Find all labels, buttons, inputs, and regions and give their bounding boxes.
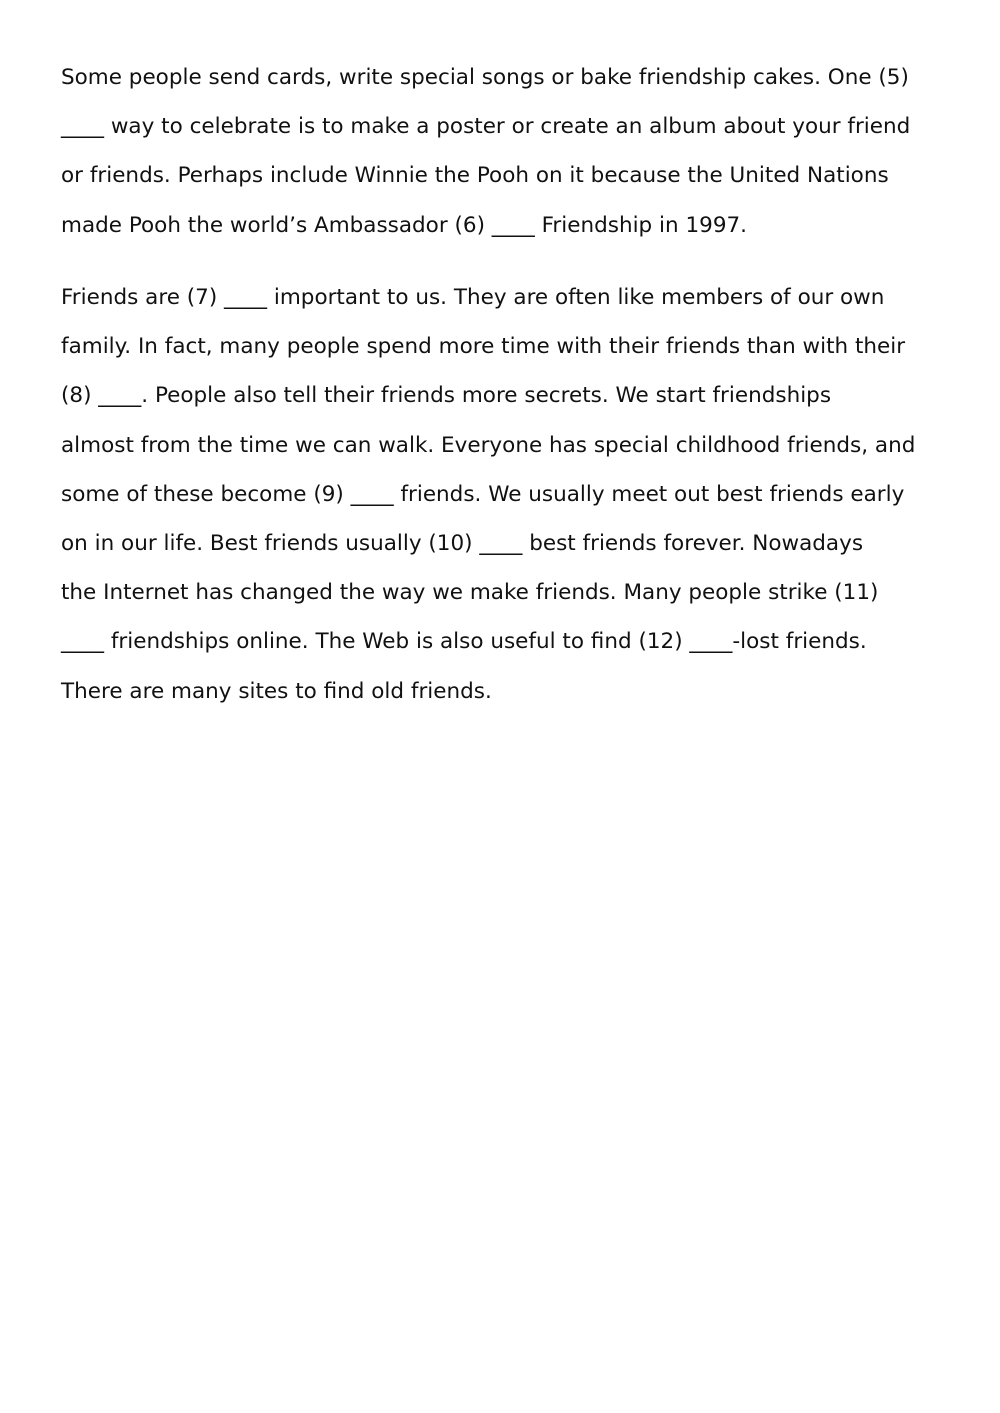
- text-line: ____ friendships online. The Web is also useful to find (12) ____-lost friends.: [61, 629, 867, 655]
- text-line: the Internet has changed the way we make friends. Many people strike (11): [61, 580, 879, 606]
- text-line: made Pooh the world’s Ambassador (6) ____ Friendship in 1997.: [61, 212, 748, 238]
- text-line: There are many sites to find old friends.: [61, 678, 492, 704]
- text-line: ____ way to celebrate is to make a poster or create an album about your friend: [61, 114, 911, 140]
- text-line: Some people send cards, write special songs or bake friendship cakes. One (5): [61, 65, 909, 90]
- text-line: on in our life. Best friends usually (10) ____ best friends forever. Nowadays: [61, 530, 864, 556]
- text-line: (8) ____. People also tell their friends more secrets. We start friendships: [61, 383, 832, 409]
- text-line: or friends. Perhaps include Winnie the Pooh on it because the United Nations: [61, 163, 889, 189]
- paragraph-friends-importance: [61, 273, 961, 716]
- text-line: almost from the time we can walk. Everyone has special childhood friends, and: [61, 432, 916, 458]
- text-line: Friends are (7) ____ important to us. They are often like members of our own: [61, 285, 885, 310]
- paragraph-celebration: [61, 53, 961, 250]
- text-line: some of these become (9) ____ friends. We usually meet out best friends early: [61, 481, 905, 507]
- text-line: family. In fact, many people spend more time with their friends than with their: [61, 334, 906, 360]
